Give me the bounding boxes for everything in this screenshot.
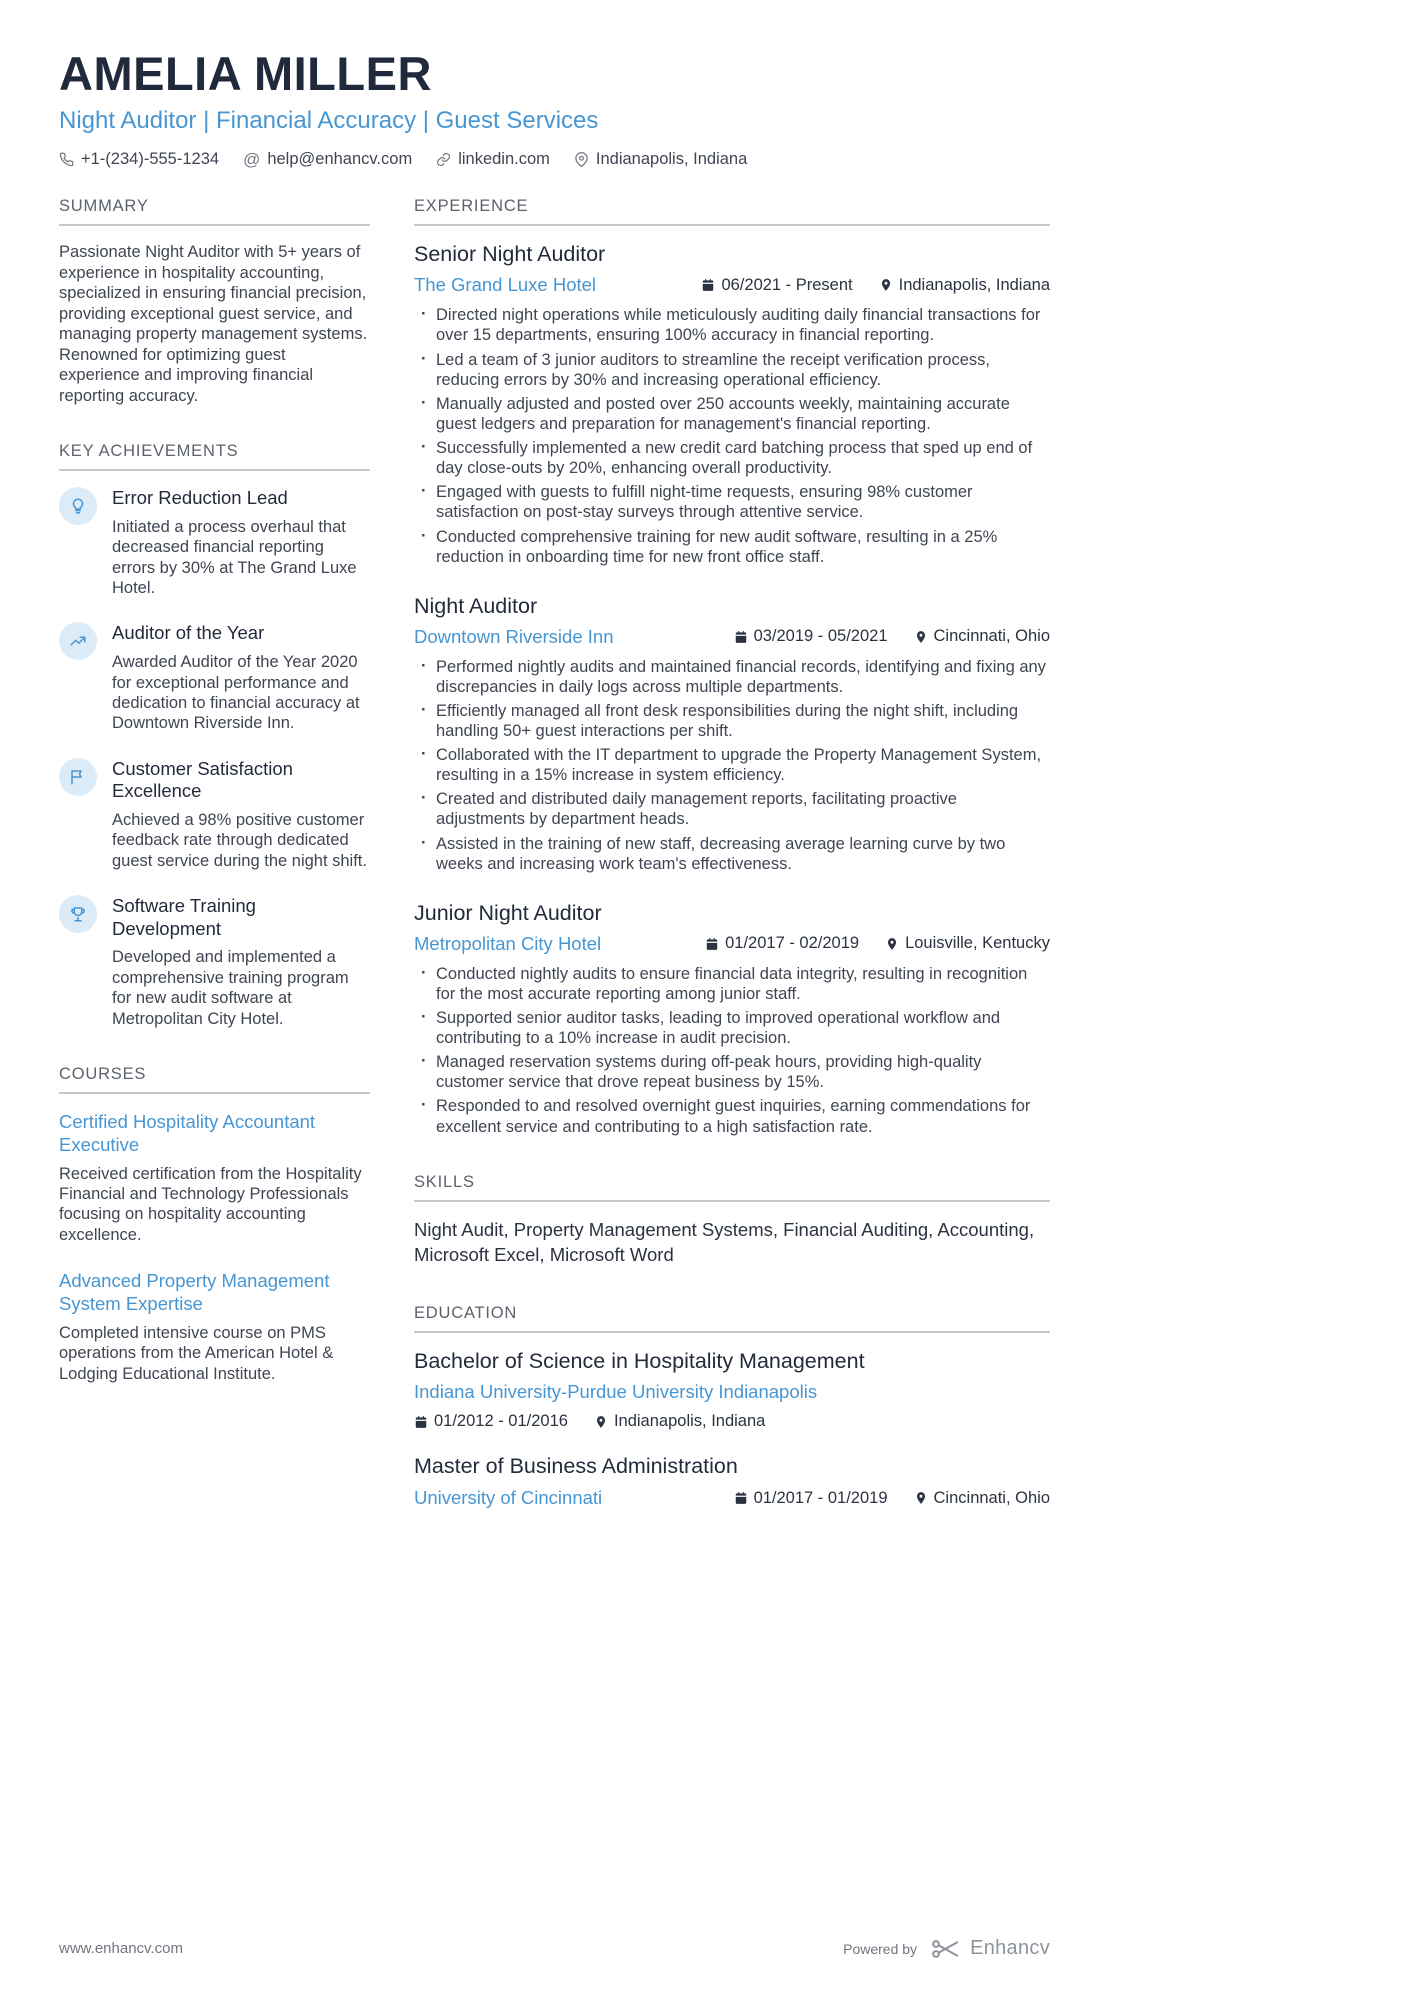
job-meta-row [414, 933, 1050, 955]
experience-entry [414, 594, 1050, 874]
calendar-icon [734, 630, 748, 644]
key-achievements-section [59, 442, 370, 1029]
bullet-item: · Assisted in the training of new staff, decreasing average learning curve by two weeks and increasing work team's effectiveness. [414, 834, 1050, 874]
link-icon [436, 152, 451, 167]
degree-title: Bachelor of Science in Hospitality Management [414, 1348, 865, 1373]
education-location [594, 1412, 765, 1431]
job-dates [701, 276, 852, 295]
course-text: Received certification from the Hospitality Financial and Technology Professionals focusing on hospitality accounting excellence. [59, 1164, 362, 1244]
location-pin-icon [574, 152, 589, 167]
bullet-item: · Directed night operations while meticulously auditing daily financial transactions for over 15 departments, ensuring 100% accuracy in financial reporting. [414, 305, 1050, 345]
summary-section [59, 197, 370, 406]
school-name: Indiana University-Purdue University Indianapolis [414, 1381, 818, 1403]
summary-text: Passionate Night Auditor with 5+ years of experience in hospitality accounting, specialized in ensuring financial precision, providing exceptional guest service, and managing property management systems. Renowned for optimizing guest experience and improving financial reporting accuracy. [59, 243, 368, 405]
at-icon: @ [243, 150, 261, 170]
job-location-text: Indianapolis, Indiana [898, 275, 1050, 294]
trending-up-icon [59, 622, 97, 660]
job-meta-row [414, 274, 1050, 296]
achievement-text: Achieved a 98% positive customer feedback rate through dedicated guest service during the night shift. [112, 810, 367, 870]
education-section [414, 1304, 1050, 1510]
candidate-title: Night Auditor | Financial Accuracy | Guest Services [59, 106, 599, 134]
education-heading: EDUCATION [414, 1304, 1050, 1333]
job-dates-text: 03/2019 - 05/2021 [753, 627, 888, 646]
candidate-name: AMELIA MILLER [59, 47, 432, 100]
location-contact [574, 150, 747, 169]
phone-icon [59, 152, 74, 167]
flag-icon [59, 758, 97, 796]
company-name: Downtown Riverside Inn [414, 625, 614, 647]
bullet-item: · Efficiently managed all front desk responsibilities during the night shift, including handling 50+ guest interactions per shift. [414, 701, 1050, 741]
courses-heading: COURSES [59, 1065, 370, 1094]
achievement-title: Software Training Development [112, 895, 256, 939]
achievement-text: Initiated a process overhaul that decreased financial reporting errors by 30% at The Grand Luxe Hotel. [112, 517, 357, 598]
degree-title: Master of Business Administration [414, 1454, 738, 1479]
school-row [414, 1381, 1050, 1403]
experience-entry [414, 901, 1050, 1137]
job-dates-text: 01/2017 - 02/2019 [725, 934, 860, 953]
resume-header [59, 48, 1050, 169]
bullet-item: · Responded to and resolved overnight guest inquiries, earning commendations for excellent service and contributing to a high satisfaction rate. [414, 1096, 1050, 1136]
achievement-title: Auditor of the Year [112, 622, 265, 644]
achievement-item [59, 487, 370, 598]
education-dates-text: 01/2012 - 01/2016 [434, 1412, 568, 1431]
skills-section [414, 1173, 1050, 1268]
location-text: Indianapolis, Indiana [595, 150, 748, 169]
resume-content [59, 48, 1050, 1545]
powered-by-label: Powered by [843, 1940, 918, 1957]
job-location-text: Cincinnati, Ohio [933, 627, 1050, 646]
job-role: Junior Night Auditor [414, 900, 602, 925]
location-pin-icon [914, 630, 928, 644]
bullet-item: · Created and distributed daily management reports, facilitating proactive adjustments by department heads. [414, 789, 1050, 829]
experience-section [414, 197, 1050, 1136]
lightbulb-icon [59, 487, 97, 525]
achievement-title: Customer Satisfaction Excellence [112, 757, 293, 802]
bullet-item: · Collaborated with the IT department to upgrade the Property Management System, resulting in a 15% increase in system efficiency. [414, 745, 1050, 785]
calendar-icon [734, 1491, 748, 1505]
achievement-item [59, 895, 370, 1029]
email-contact[interactable] [243, 150, 412, 169]
education-entry [414, 1454, 1050, 1509]
education-location-text: Cincinnati, Ohio [933, 1488, 1050, 1507]
skills-text: Night Audit, Property Management Systems, Financial Auditing, Accounting, Microsoft Excel, Microsoft Word [414, 1218, 1035, 1265]
courses-section [59, 1065, 370, 1384]
skills-heading: SKILLS [414, 1173, 1050, 1202]
job-location [879, 276, 1050, 295]
achievement-text: Developed and implemented a comprehensive training program for new audit software at Metropolitan City Hotel. [112, 948, 349, 1028]
course-item [59, 1269, 370, 1384]
education-meta-row [414, 1412, 1050, 1431]
course-title: Certified Hospitality Accountant Executive [59, 1111, 316, 1156]
job-meta-row [414, 626, 1050, 648]
job-dates-text: 06/2021 - Present [721, 275, 853, 294]
course-item [59, 1110, 370, 1245]
job-location [885, 934, 1050, 953]
achievement-item [59, 758, 370, 871]
summary-heading: SUMMARY [59, 197, 370, 226]
job-dates [734, 627, 888, 646]
bullet-item: · Successfully implemented a new credit card batching process that sped up end of day close-outs by 20%, enhancing overall productivity. [414, 438, 1050, 478]
school-row [414, 1487, 1050, 1509]
trophy-icon [59, 895, 97, 933]
company-name: The Grand Luxe Hotel [414, 274, 597, 296]
bullet-item: · Engaged with guests to fulfill night-time requests, ensuring 98% customer satisfaction on post-stay surveys through attentive service. [414, 482, 1050, 522]
location-pin-icon [885, 937, 899, 951]
education-dates [734, 1489, 888, 1508]
experience-heading: EXPERIENCE [414, 197, 1050, 226]
calendar-icon [701, 278, 715, 292]
course-title: Advanced Property Management System Expertise [59, 1270, 330, 1315]
job-bullets [414, 657, 1050, 874]
bullet-item: · Performed nightly audits and maintained financial records, identifying and fixing any discrepancies in daily logs across multiple departments. [414, 657, 1050, 697]
education-location-text: Indianapolis, Indiana [613, 1412, 766, 1431]
calendar-icon [414, 1415, 428, 1429]
location-pin-icon [594, 1415, 608, 1429]
achievement-title: Error Reduction Lead [112, 487, 288, 509]
job-location-text: Louisville, Kentucky [905, 934, 1050, 953]
job-location [914, 627, 1050, 646]
right-column [414, 197, 1050, 1545]
job-dates [705, 934, 859, 953]
job-bullets [414, 305, 1050, 567]
resume-columns [59, 197, 1050, 1545]
bullet-item: · Manually adjusted and posted over 250 accounts weekly, maintaining accurate guest ledgers and preparation for management's financial reporting. [414, 394, 1050, 434]
course-text: Completed intensive course on PMS operations from the American Hotel & Lodging Educational Institute. [59, 1323, 334, 1383]
enhancv-logo-icon [931, 1939, 961, 1959]
footer-website-link[interactable]: www.enhancv.com [59, 1940, 183, 1957]
enhancv-brand-name: Enhancv [970, 1937, 1050, 1959]
job-bullets [414, 964, 1050, 1137]
bullet-item: · Conducted nightly audits to ensure financial data integrity, resulting in recognition for the most accurate reporting among junior staff. [414, 964, 1050, 1004]
phone-number: +1-(234)-555-1234 [81, 150, 220, 169]
job-role: Senior Night Auditor [414, 242, 606, 267]
linkedin-contact[interactable] [436, 150, 550, 169]
job-role: Night Auditor [414, 593, 538, 618]
location-pin-icon [914, 1491, 928, 1505]
contact-row [59, 150, 1050, 169]
phone-contact [59, 150, 219, 169]
experience-entry [414, 242, 1050, 566]
school-name: University of Cincinnati [414, 1487, 603, 1509]
linkedin-url[interactable]: linkedin.com [458, 150, 550, 169]
achievement-item [59, 622, 370, 733]
page-footer [59, 1937, 1050, 1960]
bullet-item: · Supported senior auditor tasks, leading to improved operational workflow and contributing to a 10% increase in audit precision. [414, 1008, 1050, 1048]
achievement-text: Awarded Auditor of the Year 2020 for exceptional performance and dedication to financial accuracy at Downtown Riverside Inn. [112, 653, 360, 733]
education-location [914, 1489, 1050, 1508]
email-address[interactable]: help@enhancv.com [267, 150, 413, 169]
key-achievements-heading: KEY ACHIEVEMENTS [59, 442, 370, 471]
bullet-item: · Led a team of 3 junior auditors to streamline the receipt verification process, reducing errors by 30% and increasing operational efficiency. [414, 350, 1050, 390]
calendar-icon [705, 937, 719, 951]
location-pin-icon [879, 278, 893, 292]
education-dates-text: 01/2017 - 01/2019 [753, 1488, 888, 1507]
education-entry [414, 1349, 1050, 1432]
bullet-item: · Managed reservation systems during off-peak hours, providing high-quality customer service that drove repeat business by 15%. [414, 1052, 1050, 1092]
left-column [59, 197, 370, 1545]
enhancv-brand[interactable] [843, 1937, 1050, 1960]
company-name: Metropolitan City Hotel [414, 932, 602, 954]
education-dates [414, 1412, 568, 1431]
bullet-item: · Conducted comprehensive training for new audit software, resulting in a 25% reduction in onboarding time for new front office staff. [414, 527, 1050, 567]
